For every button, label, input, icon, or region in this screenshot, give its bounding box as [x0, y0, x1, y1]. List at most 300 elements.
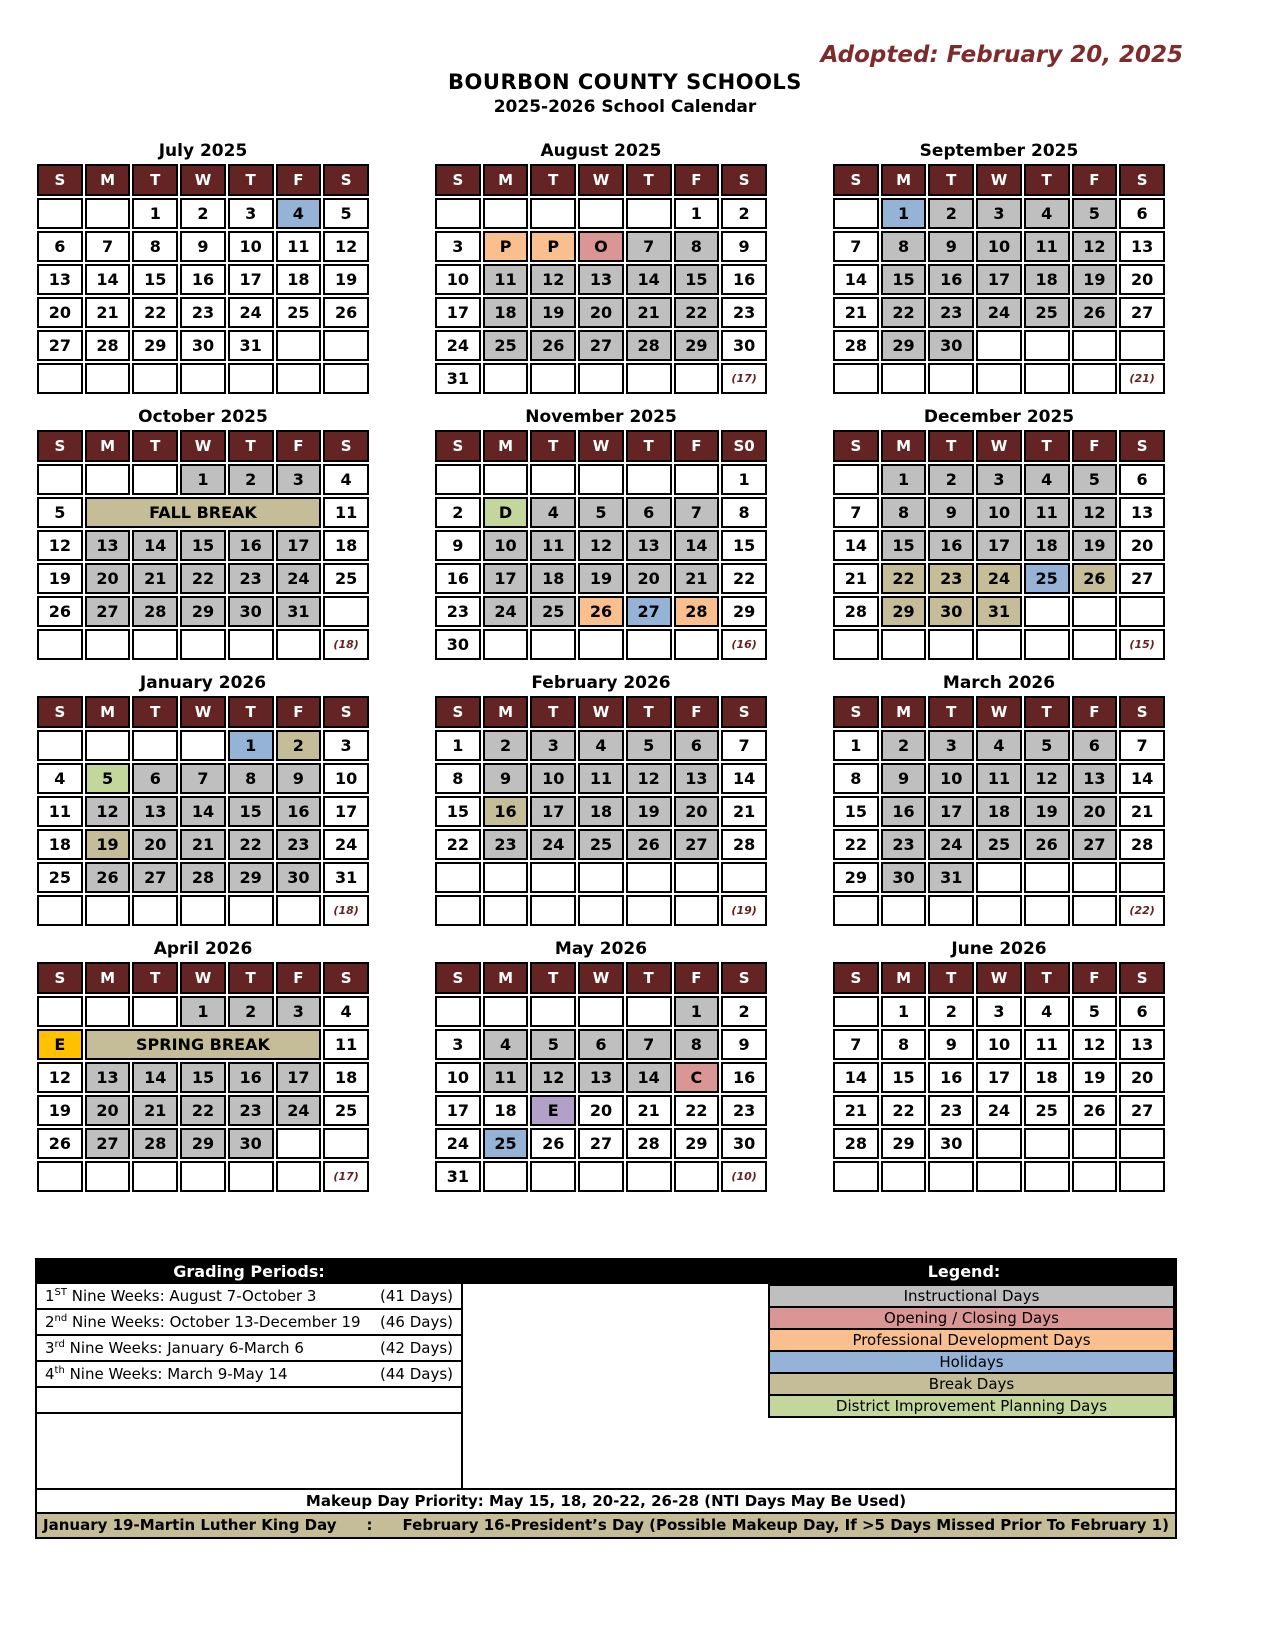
day-cell: 4 [976, 730, 1022, 761]
day-cell: 13 [1119, 497, 1165, 528]
day-cell: 2 [881, 730, 927, 761]
day-cell: 13 [37, 264, 83, 295]
weekday-header: S [37, 962, 83, 994]
day-cell: 13 [1072, 763, 1118, 794]
weekday-header: M [85, 962, 131, 994]
day-cell: 31 [976, 596, 1022, 627]
day-cell: 20 [85, 563, 131, 594]
day-cell: 4 [530, 497, 576, 528]
day-cell [37, 895, 83, 926]
day-cell: 20 [626, 563, 672, 594]
day-cell [578, 464, 624, 495]
day-cell: 17 [928, 796, 974, 827]
day-cell: 7 [833, 1029, 879, 1060]
weekday-header: M [483, 962, 529, 994]
day-cell: 3 [276, 996, 322, 1027]
day-cell: 8 [881, 231, 927, 262]
weekday-header: M [85, 164, 131, 196]
month-february-2026 [433, 672, 769, 928]
grading-period-label: 4th Nine Weeks: March 9-May 14 [45, 1365, 288, 1383]
day-cell: 26 [1072, 297, 1118, 328]
day-cell: 18 [530, 563, 576, 594]
day-cell [578, 1161, 624, 1192]
weekday-header: S [323, 696, 369, 728]
weekday-header: T [132, 430, 178, 462]
day-cell: 6 [37, 231, 83, 262]
weekday-header: S [435, 696, 481, 728]
day-cell [1119, 330, 1165, 361]
weekday-header: T [228, 696, 274, 728]
empty-row [37, 1388, 461, 1414]
day-cell: 29 [228, 862, 274, 893]
day-cell [626, 862, 672, 893]
grading-period-days: (46 Days) [380, 1313, 453, 1331]
day-cell: 21 [833, 1095, 879, 1126]
day-cell: 30 [180, 330, 226, 361]
weekday-header: S [323, 962, 369, 994]
day-cell: 24 [530, 829, 576, 860]
day-cell: 6 [674, 730, 720, 761]
month-table [35, 960, 371, 1194]
day-cell: 2 [721, 198, 767, 229]
day-cell [1024, 862, 1070, 893]
month-title: May 2026 [554, 939, 648, 959]
day-cell: 1 [674, 996, 720, 1027]
month-august-2025 [433, 140, 769, 396]
month-day-count: (18) [323, 629, 369, 660]
day-cell: 23 [721, 297, 767, 328]
weekday-header: S [833, 430, 879, 462]
day-cell: 15 [881, 1062, 927, 1093]
weekday-header: S [37, 430, 83, 462]
weekday-header: W [180, 962, 226, 994]
day-cell: 30 [721, 330, 767, 361]
day-cell [1072, 629, 1118, 660]
weekday-header: S [721, 962, 767, 994]
day-cell: 13 [626, 530, 672, 561]
weekday-header: M [483, 430, 529, 462]
weekday-header: M [85, 430, 131, 462]
day-cell: C [674, 1062, 720, 1093]
day-cell: 13 [578, 264, 624, 295]
day-cell: 29 [674, 1128, 720, 1159]
day-cell: 25 [323, 563, 369, 594]
legend-item: Break Days [768, 1372, 1175, 1396]
day-cell: 15 [833, 796, 879, 827]
day-cell: 6 [578, 1029, 624, 1060]
day-cell: 20 [578, 1095, 624, 1126]
day-cell: 14 [132, 530, 178, 561]
day-cell: 17 [228, 264, 274, 295]
day-cell [626, 629, 672, 660]
day-cell: 27 [37, 330, 83, 361]
weekday-header: F [276, 164, 322, 196]
day-cell: 15 [435, 796, 481, 827]
day-cell: 28 [1119, 829, 1165, 860]
grading-period-row [37, 1284, 461, 1310]
day-cell: 4 [1024, 464, 1070, 495]
day-cell: 9 [881, 763, 927, 794]
day-cell [1024, 895, 1070, 926]
day-cell: 6 [626, 497, 672, 528]
day-cell: 21 [833, 563, 879, 594]
day-cell: 16 [180, 264, 226, 295]
day-cell [833, 1161, 879, 1192]
legend-item: Instructional Days [768, 1284, 1175, 1308]
day-cell: 3 [976, 198, 1022, 229]
day-cell [833, 198, 879, 229]
day-cell: 28 [833, 330, 879, 361]
day-cell: 8 [833, 763, 879, 794]
weekday-header: T [228, 164, 274, 196]
day-cell: 28 [626, 1128, 672, 1159]
day-cell: 21 [833, 297, 879, 328]
day-cell: 5 [1072, 198, 1118, 229]
weekday-header: W [976, 696, 1022, 728]
grading-period-days: (42 Days) [380, 1339, 453, 1357]
day-cell [37, 996, 83, 1027]
day-cell [833, 996, 879, 1027]
day-cell: 19 [323, 264, 369, 295]
month-july-2025 [35, 140, 371, 396]
day-cell: 29 [180, 1128, 226, 1159]
grading-periods-table [37, 1284, 463, 1488]
day-cell: 4 [483, 1029, 529, 1060]
day-cell: 21 [85, 297, 131, 328]
day-cell: 12 [1072, 1029, 1118, 1060]
day-cell: 5 [1072, 464, 1118, 495]
day-cell: 26 [1072, 563, 1118, 594]
day-cell [626, 363, 672, 394]
month-title: August 2025 [540, 141, 662, 161]
day-cell: SPRING BREAK [85, 1029, 322, 1060]
legend-item: District Improvement Planning Days [768, 1394, 1175, 1418]
weekday-header: F [1072, 696, 1118, 728]
day-cell: 20 [1119, 264, 1165, 295]
day-cell: 26 [1072, 1095, 1118, 1126]
day-cell [85, 730, 131, 761]
weekday-header: S [833, 696, 879, 728]
day-cell: 26 [37, 596, 83, 627]
day-cell: 8 [435, 763, 481, 794]
day-cell [578, 996, 624, 1027]
day-cell: 7 [626, 231, 672, 262]
day-cell: 9 [928, 497, 974, 528]
weekday-header: T [530, 164, 576, 196]
day-cell: 11 [323, 1029, 369, 1060]
day-cell: P [483, 231, 529, 262]
day-cell: 11 [530, 530, 576, 561]
day-cell: 26 [626, 829, 672, 860]
day-cell: 23 [435, 596, 481, 627]
day-cell: 23 [928, 297, 974, 328]
page-title: BOURBON COUNTY SCHOOLS [448, 70, 802, 94]
weekday-header: W [578, 164, 624, 196]
day-cell [1024, 596, 1070, 627]
day-cell: 21 [721, 796, 767, 827]
day-cell: 15 [132, 264, 178, 295]
weekday-header: W [180, 430, 226, 462]
day-cell: 6 [132, 763, 178, 794]
day-cell: D [483, 497, 529, 528]
day-cell: 2 [228, 996, 274, 1027]
weekday-header: M [85, 696, 131, 728]
day-cell: E [37, 1029, 83, 1060]
day-cell: 24 [976, 1095, 1022, 1126]
day-cell [435, 996, 481, 1027]
day-cell: 2 [928, 464, 974, 495]
day-cell: 31 [928, 862, 974, 893]
day-cell: 25 [578, 829, 624, 860]
day-cell: 18 [1024, 264, 1070, 295]
day-cell [881, 363, 927, 394]
weekday-header: T [1024, 962, 1070, 994]
month-title: March 2026 [942, 673, 1056, 693]
day-cell: 28 [626, 330, 672, 361]
day-cell: 7 [721, 730, 767, 761]
day-cell: 10 [435, 264, 481, 295]
month-day-count: (22) [1119, 895, 1165, 926]
day-cell: 23 [928, 563, 974, 594]
weekday-header: F [674, 164, 720, 196]
day-cell: 3 [228, 198, 274, 229]
day-cell: 2 [721, 996, 767, 1027]
day-cell: 21 [626, 1095, 672, 1126]
day-cell: 14 [833, 1062, 879, 1093]
weekday-header: F [276, 430, 322, 462]
day-cell: 10 [530, 763, 576, 794]
day-cell: 14 [721, 763, 767, 794]
day-cell: 20 [132, 829, 178, 860]
day-cell: 11 [1024, 231, 1070, 262]
day-cell: 25 [483, 330, 529, 361]
day-cell: 30 [881, 862, 927, 893]
day-cell [85, 464, 131, 495]
grading-period-label: 2nd Nine Weeks: October 13-December 19 [45, 1313, 361, 1331]
day-cell: 18 [1024, 530, 1070, 561]
day-cell: 17 [483, 563, 529, 594]
day-cell [626, 895, 672, 926]
day-cell: 22 [674, 297, 720, 328]
month-table [35, 428, 371, 662]
weekday-header: F [1072, 430, 1118, 462]
day-cell: 14 [626, 264, 672, 295]
weekday-header: T [626, 430, 672, 462]
day-cell: 28 [132, 596, 178, 627]
day-cell: 1 [180, 996, 226, 1027]
day-cell [180, 895, 226, 926]
month-day-count: (19) [721, 895, 767, 926]
day-cell: 18 [37, 829, 83, 860]
day-cell: 8 [721, 497, 767, 528]
day-cell: 11 [578, 763, 624, 794]
day-cell: 26 [37, 1128, 83, 1159]
day-cell: 29 [833, 862, 879, 893]
day-cell: 10 [928, 763, 974, 794]
day-cell [483, 198, 529, 229]
day-cell [578, 629, 624, 660]
month-day-count: (17) [323, 1161, 369, 1192]
day-cell: 30 [928, 1128, 974, 1159]
page-subtitle: 2025-2026 School Calendar [493, 97, 757, 117]
day-cell: 8 [228, 763, 274, 794]
day-cell: 30 [228, 1128, 274, 1159]
day-cell [578, 862, 624, 893]
day-cell: 23 [483, 829, 529, 860]
grading-period-rows [37, 1284, 461, 1388]
day-cell: 31 [276, 596, 322, 627]
calendar-grid [35, 140, 1167, 1194]
day-cell: 2 [435, 497, 481, 528]
weekday-header: F [674, 962, 720, 994]
day-cell: 16 [881, 796, 927, 827]
day-cell: 25 [323, 1095, 369, 1126]
colon-separator: : [366, 1516, 373, 1534]
day-cell [626, 198, 672, 229]
day-cell [85, 1161, 131, 1192]
day-cell [674, 363, 720, 394]
day-cell: 3 [976, 996, 1022, 1027]
day-cell: 13 [1119, 231, 1165, 262]
legend-header: Legend: [927, 1262, 1001, 1281]
day-cell [674, 1161, 720, 1192]
month-day-count: (15) [1119, 629, 1165, 660]
day-cell [1072, 895, 1118, 926]
day-cell [483, 1161, 529, 1192]
day-cell [674, 862, 720, 893]
day-cell: 20 [578, 297, 624, 328]
day-cell: O [578, 231, 624, 262]
grading-period-row [37, 1362, 461, 1388]
day-cell [1072, 363, 1118, 394]
month-june-2026 [831, 938, 1167, 1194]
page-header [0, 70, 1250, 117]
day-cell [85, 198, 131, 229]
day-cell: 27 [626, 596, 672, 627]
day-cell [228, 895, 274, 926]
day-cell: 27 [1119, 563, 1165, 594]
day-cell: 7 [1119, 730, 1165, 761]
day-cell [37, 363, 83, 394]
day-cell: 24 [976, 297, 1022, 328]
day-cell: 1 [881, 198, 927, 229]
day-cell: 27 [85, 596, 131, 627]
day-cell [928, 629, 974, 660]
day-cell: 19 [85, 829, 131, 860]
day-cell: 22 [881, 1095, 927, 1126]
day-cell: 20 [1119, 530, 1165, 561]
day-cell: 22 [132, 297, 178, 328]
day-cell [881, 629, 927, 660]
day-cell: 5 [626, 730, 672, 761]
day-cell: 27 [85, 1128, 131, 1159]
day-cell [85, 895, 131, 926]
day-cell: 1 [132, 198, 178, 229]
day-cell: 6 [1119, 198, 1165, 229]
day-cell: 22 [881, 563, 927, 594]
day-cell [37, 198, 83, 229]
weekday-header: T [530, 962, 576, 994]
grading-period-row [37, 1310, 461, 1336]
day-cell: 3 [435, 231, 481, 262]
day-cell [483, 862, 529, 893]
grading-period-label: 1ST Nine Weeks: August 7-October 3 [45, 1287, 317, 1305]
day-cell [276, 629, 322, 660]
day-cell [435, 895, 481, 926]
day-cell: 10 [435, 1062, 481, 1093]
weekday-header: M [881, 696, 927, 728]
day-cell: 10 [483, 530, 529, 561]
day-cell: 17 [976, 1062, 1022, 1093]
day-cell: 27 [1119, 1095, 1165, 1126]
day-cell: 12 [85, 796, 131, 827]
weekday-header: T [1024, 164, 1070, 196]
month-table [831, 960, 1167, 1194]
day-cell: 18 [578, 796, 624, 827]
day-cell: 28 [833, 596, 879, 627]
day-cell: 31 [435, 363, 481, 394]
day-cell: 26 [530, 1128, 576, 1159]
month-table [831, 428, 1167, 662]
day-cell: 18 [483, 297, 529, 328]
day-cell: 29 [881, 1128, 927, 1159]
day-cell [228, 1161, 274, 1192]
day-cell: 15 [180, 1062, 226, 1093]
day-cell: 14 [180, 796, 226, 827]
day-cell [578, 895, 624, 926]
weekday-header: F [1072, 962, 1118, 994]
day-cell: 20 [1119, 1062, 1165, 1093]
day-cell: 8 [674, 231, 720, 262]
day-cell: 29 [721, 596, 767, 627]
day-cell [976, 862, 1022, 893]
day-cell [881, 895, 927, 926]
day-cell: 27 [1119, 297, 1165, 328]
month-title: December 2025 [923, 407, 1075, 427]
day-cell [483, 996, 529, 1027]
day-cell: 9 [721, 231, 767, 262]
day-cell: 21 [180, 829, 226, 860]
day-cell: 22 [435, 829, 481, 860]
day-cell: 2 [483, 730, 529, 761]
day-cell [276, 895, 322, 926]
day-cell: 10 [976, 231, 1022, 262]
day-cell: 12 [626, 763, 672, 794]
month-day-count: (17) [721, 363, 767, 394]
grading-period-days: (41 Days) [380, 1287, 453, 1305]
month-title: November 2025 [525, 407, 677, 427]
day-cell: 31 [323, 862, 369, 893]
weekday-header: W [180, 696, 226, 728]
day-cell: 17 [530, 796, 576, 827]
day-cell [276, 330, 322, 361]
weekday-header: T [228, 962, 274, 994]
day-cell: 25 [1024, 563, 1070, 594]
day-cell: 20 [1072, 796, 1118, 827]
day-cell: 3 [323, 730, 369, 761]
day-cell: 16 [483, 796, 529, 827]
month-table [831, 694, 1167, 928]
day-cell [435, 862, 481, 893]
footer-body [37, 1284, 1175, 1488]
day-cell: 11 [323, 497, 369, 528]
grading-period-row [37, 1336, 461, 1362]
day-cell: 12 [530, 264, 576, 295]
day-cell: 16 [721, 1062, 767, 1093]
day-cell: 14 [833, 264, 879, 295]
day-cell [85, 629, 131, 660]
day-cell: 13 [578, 1062, 624, 1093]
